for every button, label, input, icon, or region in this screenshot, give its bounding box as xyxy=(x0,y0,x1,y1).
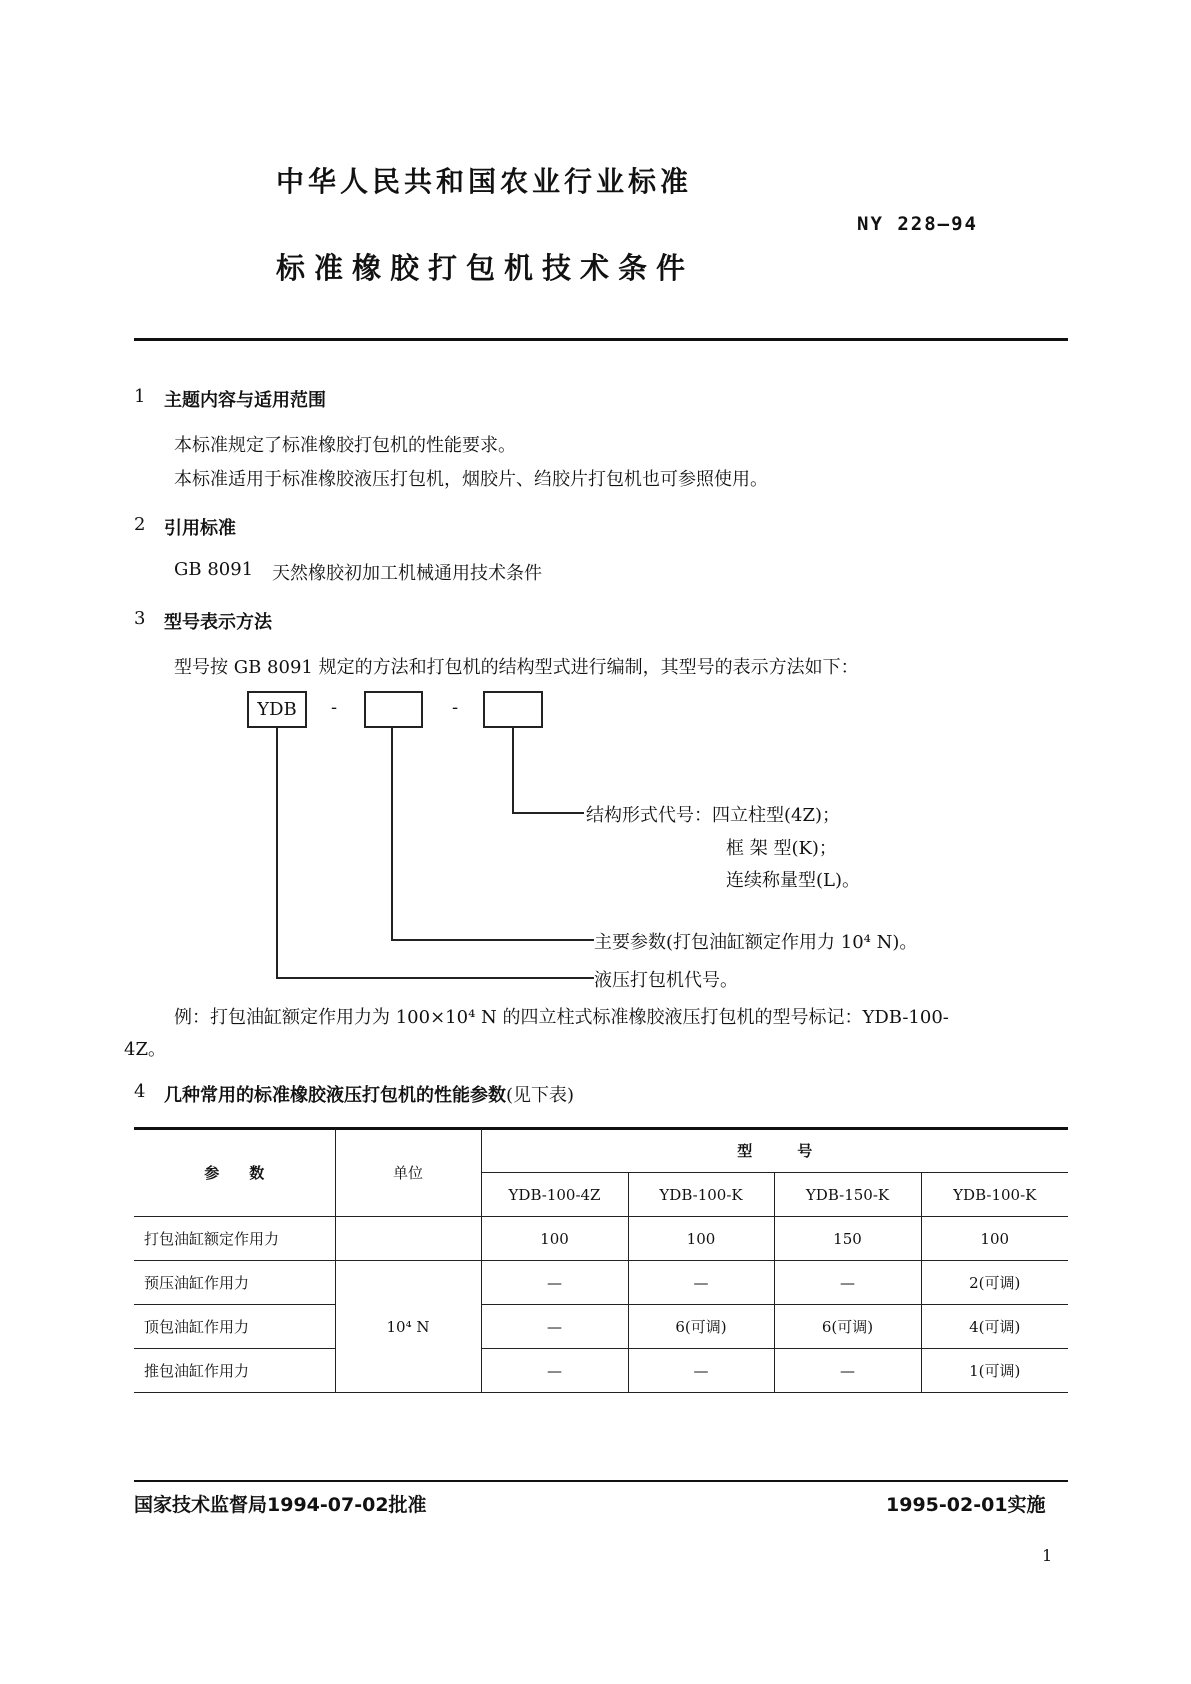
section-4-heading xyxy=(164,1081,574,1107)
standard-number: NY 228—94 xyxy=(857,213,978,235)
header-parameter: 参 数 xyxy=(134,1129,335,1217)
example-line-1: 例：打包油缸额定作用力为 100×10⁴ N 的四立柱式标准橡胶液压打包机的型号标记：YDB-100- xyxy=(174,1007,949,1028)
table-row xyxy=(134,1305,1068,1349)
value-cell: 100 xyxy=(921,1217,1068,1261)
model-prefix-box: YDB xyxy=(247,691,307,728)
header-unit: 单位 xyxy=(335,1129,481,1217)
value-cell: 100 xyxy=(628,1217,774,1261)
structure-code-box xyxy=(483,691,543,728)
section-4-title-suffix: (见下表) xyxy=(506,1085,575,1106)
structure-leader-vertical xyxy=(512,727,514,814)
section-4-title: 几种常用的标准橡胶液压打包机的性能参数 xyxy=(164,1085,506,1106)
value-cell: — xyxy=(774,1349,921,1393)
performance-table xyxy=(134,1129,1068,1393)
structure-leader-horizontal xyxy=(512,812,584,814)
value-cell: — xyxy=(628,1349,774,1393)
value-cell: — xyxy=(774,1261,921,1305)
parameter-leader-horizontal xyxy=(391,939,594,941)
page-title: 标准橡胶打包机技术条件 xyxy=(276,251,695,285)
param-cell: 顶包油缸作用力 xyxy=(134,1305,335,1349)
structure-option-frame: 框 架 型(K)； xyxy=(726,838,837,859)
value-cell: 150 xyxy=(774,1217,921,1261)
example-line-2: 4Z。 xyxy=(124,1039,166,1060)
value-cell: — xyxy=(481,1349,628,1393)
machine-code-leader-horizontal xyxy=(276,977,594,979)
model-column: YDB-100-4Z xyxy=(481,1173,628,1217)
section-1-title: 主题内容与适用范围 xyxy=(164,390,326,411)
param-cell: 预压油缸作用力 xyxy=(134,1261,335,1305)
section-3-intro: 型号按 GB 8091 规定的方法和打包机的结构型式进行编制，其型号的表示方法如下： xyxy=(174,657,859,678)
section-3-title: 型号表示方法 xyxy=(164,612,272,633)
main-parameter-label: 主要参数(打包油缸额定作用力 10⁴ N)。 xyxy=(594,932,918,953)
reference-code: GB 8091 xyxy=(174,559,254,580)
section-1-para-2: 本标准适用于标准橡胶液压打包机，烟胶片、绉胶片打包机也可参照使用。 xyxy=(174,469,768,490)
header-model: 型 号 xyxy=(481,1129,1068,1173)
unit-cell: 10⁴ N xyxy=(335,1261,481,1393)
section-1-para-1: 本标准规定了标准橡胶打包机的性能要求。 xyxy=(174,435,516,456)
table-row xyxy=(134,1217,1068,1261)
footer-rule xyxy=(134,1480,1068,1482)
machine-code-leader-vertical xyxy=(276,727,278,979)
value-cell: — xyxy=(628,1261,774,1305)
param-cell: 打包油缸额定作用力 xyxy=(134,1217,335,1261)
machine-code-label: 液压打包机代号。 xyxy=(594,970,738,991)
section-1-number: 1 xyxy=(134,386,146,407)
header-rule xyxy=(134,338,1068,341)
effective-date: 1995-02-01实施 xyxy=(886,1494,1046,1516)
diagram-dash-1: - xyxy=(331,697,338,718)
value-cell: — xyxy=(481,1305,628,1349)
model-column: YDB-100-K xyxy=(921,1173,1068,1217)
value-cell: 6(可调) xyxy=(628,1305,774,1349)
value-cell: 1(可调) xyxy=(921,1349,1068,1393)
model-column: YDB-150-K xyxy=(774,1173,921,1217)
section-2-title: 引用标准 xyxy=(164,518,236,539)
param-cell: 推包油缸作用力 xyxy=(134,1349,335,1393)
value-cell: — xyxy=(481,1261,628,1305)
model-column: YDB-100-K xyxy=(628,1173,774,1217)
approval-text: 国家技术监督局1994-07-02批准 xyxy=(134,1494,427,1516)
org-line: 中华人民共和国农业行业标准 xyxy=(276,165,693,198)
value-cell: 6(可调) xyxy=(774,1305,921,1349)
unit-cell xyxy=(335,1217,481,1261)
structure-option-continuous: 连续称量型(L)。 xyxy=(726,870,860,891)
value-cell: 100 xyxy=(481,1217,628,1261)
section-3-number: 3 xyxy=(134,608,146,629)
section-2-number: 2 xyxy=(134,514,146,535)
structure-code-label: 结构形式代号：四立柱型(4Z)； xyxy=(586,805,841,826)
parameter-leader-vertical xyxy=(391,727,393,941)
diagram-dash-2: - xyxy=(452,697,459,718)
section-4-number: 4 xyxy=(134,1081,146,1102)
reference-title: 天然橡胶初加工机械通用技术条件 xyxy=(272,563,542,584)
value-cell: 4(可调) xyxy=(921,1305,1068,1349)
page-number: 1 xyxy=(1042,1546,1053,1565)
main-parameter-box xyxy=(364,691,423,728)
table-row xyxy=(134,1349,1068,1393)
table-row xyxy=(134,1261,1068,1305)
value-cell: 2(可调) xyxy=(921,1261,1068,1305)
